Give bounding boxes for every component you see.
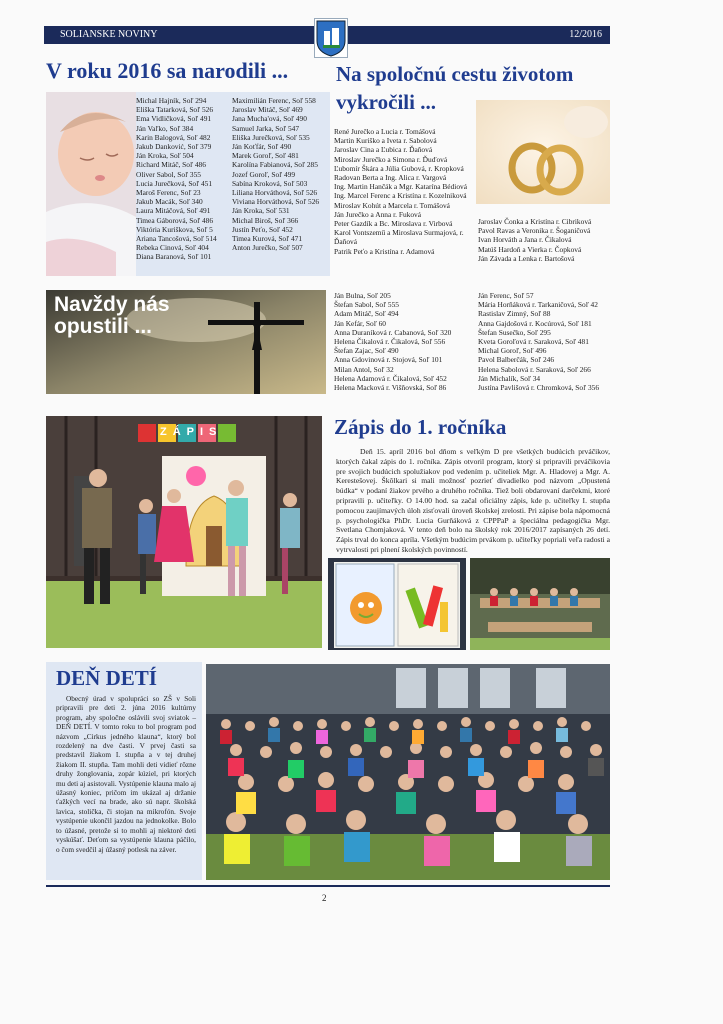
list-item: Ema Vidličková, Soľ 491 [136, 114, 212, 124]
list-item: Matúš Hardoň a Vierka r. Čopková [478, 244, 582, 254]
list-item: Ing. Marcel Ferenc a Kristína r. Kozelniková [334, 191, 467, 201]
list-item: Ariana Tancošová, Soľ 514 [136, 234, 217, 244]
deaths-title-2: opustili ... [54, 315, 152, 338]
list-item: Jakub Danković, Soľ 379 [136, 142, 212, 152]
list-item: Eliška Jurečková, Soľ 535 [232, 132, 310, 142]
list-item: Mária Horňáková r. Tarkaničová, Soľ 42 [478, 300, 598, 310]
list-item: Michal Goroľ, Soľ 496 [478, 346, 547, 356]
births-list-2 [232, 96, 319, 252]
births-list-1 [136, 96, 217, 262]
list-item: Martin Kuriško a Iveta r. Sabolová [334, 136, 437, 146]
list-item: Ján Michalík, Soľ 34 [478, 373, 541, 383]
list-item: Ján Bulna, Soľ 205 [334, 291, 391, 300]
list-item: Viktória Kuriškova, Soľ 5 [136, 224, 213, 234]
list-item: Maroš Ferenc, Soľ 23 [136, 188, 201, 198]
list-item: Karolína Fabianová, Soľ 285 [232, 160, 318, 170]
list-item: Helena Adamová r. Čikalová, Soľ 452 [334, 373, 447, 383]
list-item: Jaroslav Mitáč, Soľ 469 [232, 105, 303, 115]
list-item: Ľubomír Škára a Júlia Gubová, r. Kropková [334, 163, 464, 173]
zapis-banner: ZÁPIS [160, 426, 223, 438]
enrollment-classroom-photo [470, 558, 610, 650]
list-item: Karin Balogová, Soľ 482 [136, 132, 211, 142]
list-item: Štefan Zajac, Soľ 490 [334, 346, 399, 356]
list-item: Peter Gazdík a Bc. Miroslava r. Virbová [334, 219, 453, 229]
weddings-title-1: Na spoločnú cestu životom [336, 62, 574, 86]
list-item: Štefan Sabol, Soľ 555 [334, 300, 400, 310]
deaths-list-2 [478, 291, 599, 392]
enrollment-stage-photo [46, 416, 322, 648]
births-panel [46, 92, 330, 276]
list-item: Karol Vontszemű a Miroslava Surmajová, r. Ďaňová [334, 228, 464, 247]
crucifix-photo [46, 290, 326, 394]
deaths-title [54, 294, 170, 338]
list-item: Ján Koťfár, Soľ 490 [232, 142, 292, 152]
list-item: Helena Čikalová r. Čikalová, Soľ 556 [334, 337, 446, 347]
list-item: Kveta Goroľová r. Saraková, Soľ 481 [478, 337, 589, 347]
list-item: Rastislav Zimný, Soľ 88 [478, 309, 551, 319]
list-item: Ján Jurečko a Anna r. Fuková [334, 209, 422, 219]
rings-photo [476, 100, 610, 204]
list-item: René Jurečko a Lucia r. Tomášová [334, 127, 436, 136]
list-item: Pavol Balberčák, Soľ 246 [478, 355, 555, 365]
list-item: Milan Antol, Soľ 32 [334, 364, 394, 374]
list-item: Ján Závada a Lenka r. Bartošová [478, 253, 575, 263]
list-item: Michal Biroš, Soľ 366 [232, 215, 299, 225]
list-item: Ján Kefár, Soľ 60 [334, 318, 386, 328]
list-item: Miroslav Kohút a Marcela r. Tomášová [334, 200, 450, 210]
list-item: Jana Mucha'ová, Soľ 490 [232, 114, 307, 124]
list-item: Ján Kroka, Soľ 504 [136, 151, 194, 161]
page-number: 2 [322, 893, 327, 903]
weddings-title-2: vykročili ... [336, 90, 436, 114]
enrollment-text: Deň 15. apríl 2016 bol dňom s veľkým D pre všetkých budúcich prváčikov, ktorých čakal zápis do 1. ročníka. Zápis otvoril program, ktorý si pripravili prváčikovia pre svojich budúcich spolužiakov pod vedením p. učiteliek Mgr. A. Hladovej a Mgr. A. Kerestešovej. Škôlkari si mali možnosť pozrieť divadielko pod názvom „Opustená búdka“ v podaní žiakov prvého a druhého ročníka. Tiež boli obdarovaní darčekmi, ktoré pripravili p. učiteľky. O 14.00 hod. sa začal oficiálny zápis, kde p. učiteľky I. stupňa pomocou zaujímavých úloh zisťovali úroveň školskej zrelosti. Pri zápise bola nápomocná p. psychologička PhDr. Lucia Gurňáková z CPPPaP a špeciálna pedagogička Mgr. Svetlana Chomjaková. V tento deň bolo na školský rok 2016/2017 zapísaných 26 detí. Zápis trval do konca apríla. Všetkým budúcim prvákom p. učiteľky popriali veľa radosti a vytrvalosti pri plnení školských povinností. [336, 447, 610, 554]
list-item: Samuel Jarka, Soľ 547 [232, 123, 300, 133]
list-item: Ing. Martin Hančák a Mgr. Katarína Bédiová [334, 182, 467, 192]
list-item: Timea Gáborová, Soľ 486 [136, 215, 214, 225]
baby-photo [46, 92, 136, 276]
list-item: Patrik Peťo a Kristína r. Adamová [334, 246, 435, 256]
list-item: Liliana Horváthová, Soľ 526 [232, 188, 318, 198]
list-item: Diana Baranová, Soľ 101 [136, 252, 212, 262]
list-item: Justína Pavlišová r. Chromková, Soľ 356 [478, 383, 600, 393]
village-crest-icon [314, 18, 348, 58]
list-item: Ivan Horváth a Jana r. Čikalová [478, 235, 572, 245]
list-item: Anna Gajdošová r. Kocúrová, Soľ 181 [478, 318, 592, 328]
list-item: Ján Kroka, Soľ 531 [232, 206, 290, 216]
list-item: Miroslav Jurečko a Simona r. Ďuďová [334, 154, 448, 164]
list-item: Timea Kurová, Soľ 471 [232, 234, 303, 244]
list-item: Richard Mitáč, Soľ 486 [136, 160, 206, 170]
childrens-day-panel [46, 662, 202, 880]
enrollment-title: Zápis do 1. ročníka [334, 415, 507, 439]
paper-name: SOLIANSKE NOVINY [60, 29, 158, 40]
enrollment-drawing-photo [328, 558, 466, 650]
weddings-list-1 [334, 127, 472, 256]
childrens-day-title: DEŇ DETÍ [56, 666, 157, 690]
list-item: Pavol Ravas a Veronika r. Šoganičová [478, 226, 591, 236]
weddings-list-2 [478, 217, 591, 263]
list-item: Viviana Horváthová, Soľ 526 [232, 197, 320, 207]
list-item: Štefan Susečko, Soľ 295 [478, 327, 551, 337]
deaths-title-1: Navždy nás [54, 293, 170, 316]
list-item: Adam Mitáč, Soľ 494 [334, 309, 399, 319]
list-item: Helena Macková r. Višňovská, Soľ 86 [334, 383, 447, 393]
list-item: Anton Jurečko, Soľ 507 [232, 243, 303, 253]
list-item: Justín Peťo, Soľ 452 [232, 224, 293, 234]
list-item: Ján Vaľko, Soľ 384 [136, 123, 194, 133]
list-item: Jakub Macák, Soľ 340 [136, 197, 203, 207]
list-item: Oliver Sabol, Soľ 355 [136, 169, 202, 179]
list-item: Ján Ferenc, Soľ 57 [478, 291, 534, 300]
list-item: Eliška Tatarková, Soľ 526 [136, 105, 214, 115]
list-item: Marek Goroľ, Soľ 481 [232, 151, 299, 161]
footer-rule [46, 885, 610, 887]
list-item: Maximilián Ferenc, Soľ 558 [232, 96, 316, 105]
list-item: Radovan Berta a Ing. Alica r. Vargová [334, 173, 447, 183]
list-item: Jaroslav Cina a Ľubica r. Ďaňová [334, 145, 433, 155]
births-title: V roku 2016 sa narodili ... [46, 58, 289, 83]
issue-number: 12/2016 [569, 29, 602, 40]
list-item: Jaroslav Čonka a Kristína r. Cibriková [478, 217, 592, 226]
list-item: Rebeka Cinová, Soľ 404 [136, 243, 209, 253]
childrens-day-photo [206, 664, 610, 880]
deaths-list-1 [334, 291, 451, 392]
list-item: Helena Sabolová r. Saraková, Soľ 266 [478, 364, 591, 374]
list-item: Anna Duraníková r. Cabanová, Soľ 320 [334, 327, 452, 337]
list-item: Michal Hajník, Soľ 294 [136, 96, 207, 105]
list-item: Anna Gdovinová r. Stojová, Soľ 101 [334, 355, 443, 365]
list-item: Jozef Goroľ, Soľ 499 [232, 169, 296, 179]
list-item: Laura Mitáčová, Soľ 491 [136, 206, 211, 216]
list-item: Lucia Jurečková, Soľ 451 [136, 178, 213, 188]
childrens-day-text: Obecný úrad v spolupráci so ZŠ v Soli pripravili pre deti 2. júna 2016 kultúrny program, aby spoločne oslávili svoj sviatok – DEŇ DETÍ. V tomto roku to bol program pod názvom „Cirkus jedného klauna“, ktorý bol rozdelený na dve časti. V prvej časti sa predstavil žiakom I. stupňa a v tej druhej žiakom II. stupňa. Tam mohli deti vidieť rôzne druhy žonglovania, zopár kúziel, pri ktorých mu deti aj asistovali. Vystúpenie klauna malo aj úžasný koniec, pričom im ukázal aj držanie ťažkých vecí na brade, ako sú napr. školská lavica, stolička, či stojan na mikrofón. Svoje vystúpenie ukončil jazdou na jednokolke. Bolo to úžasné, pretože si to mohli aj niektoré deti vyskúšať. Deťom sa vystúpenie klauna páčilo, o čom svedčil aj úžasný potlesk na záver. [56, 694, 196, 854]
list-item: Sabína Kroková, Soľ 503 [232, 178, 308, 188]
